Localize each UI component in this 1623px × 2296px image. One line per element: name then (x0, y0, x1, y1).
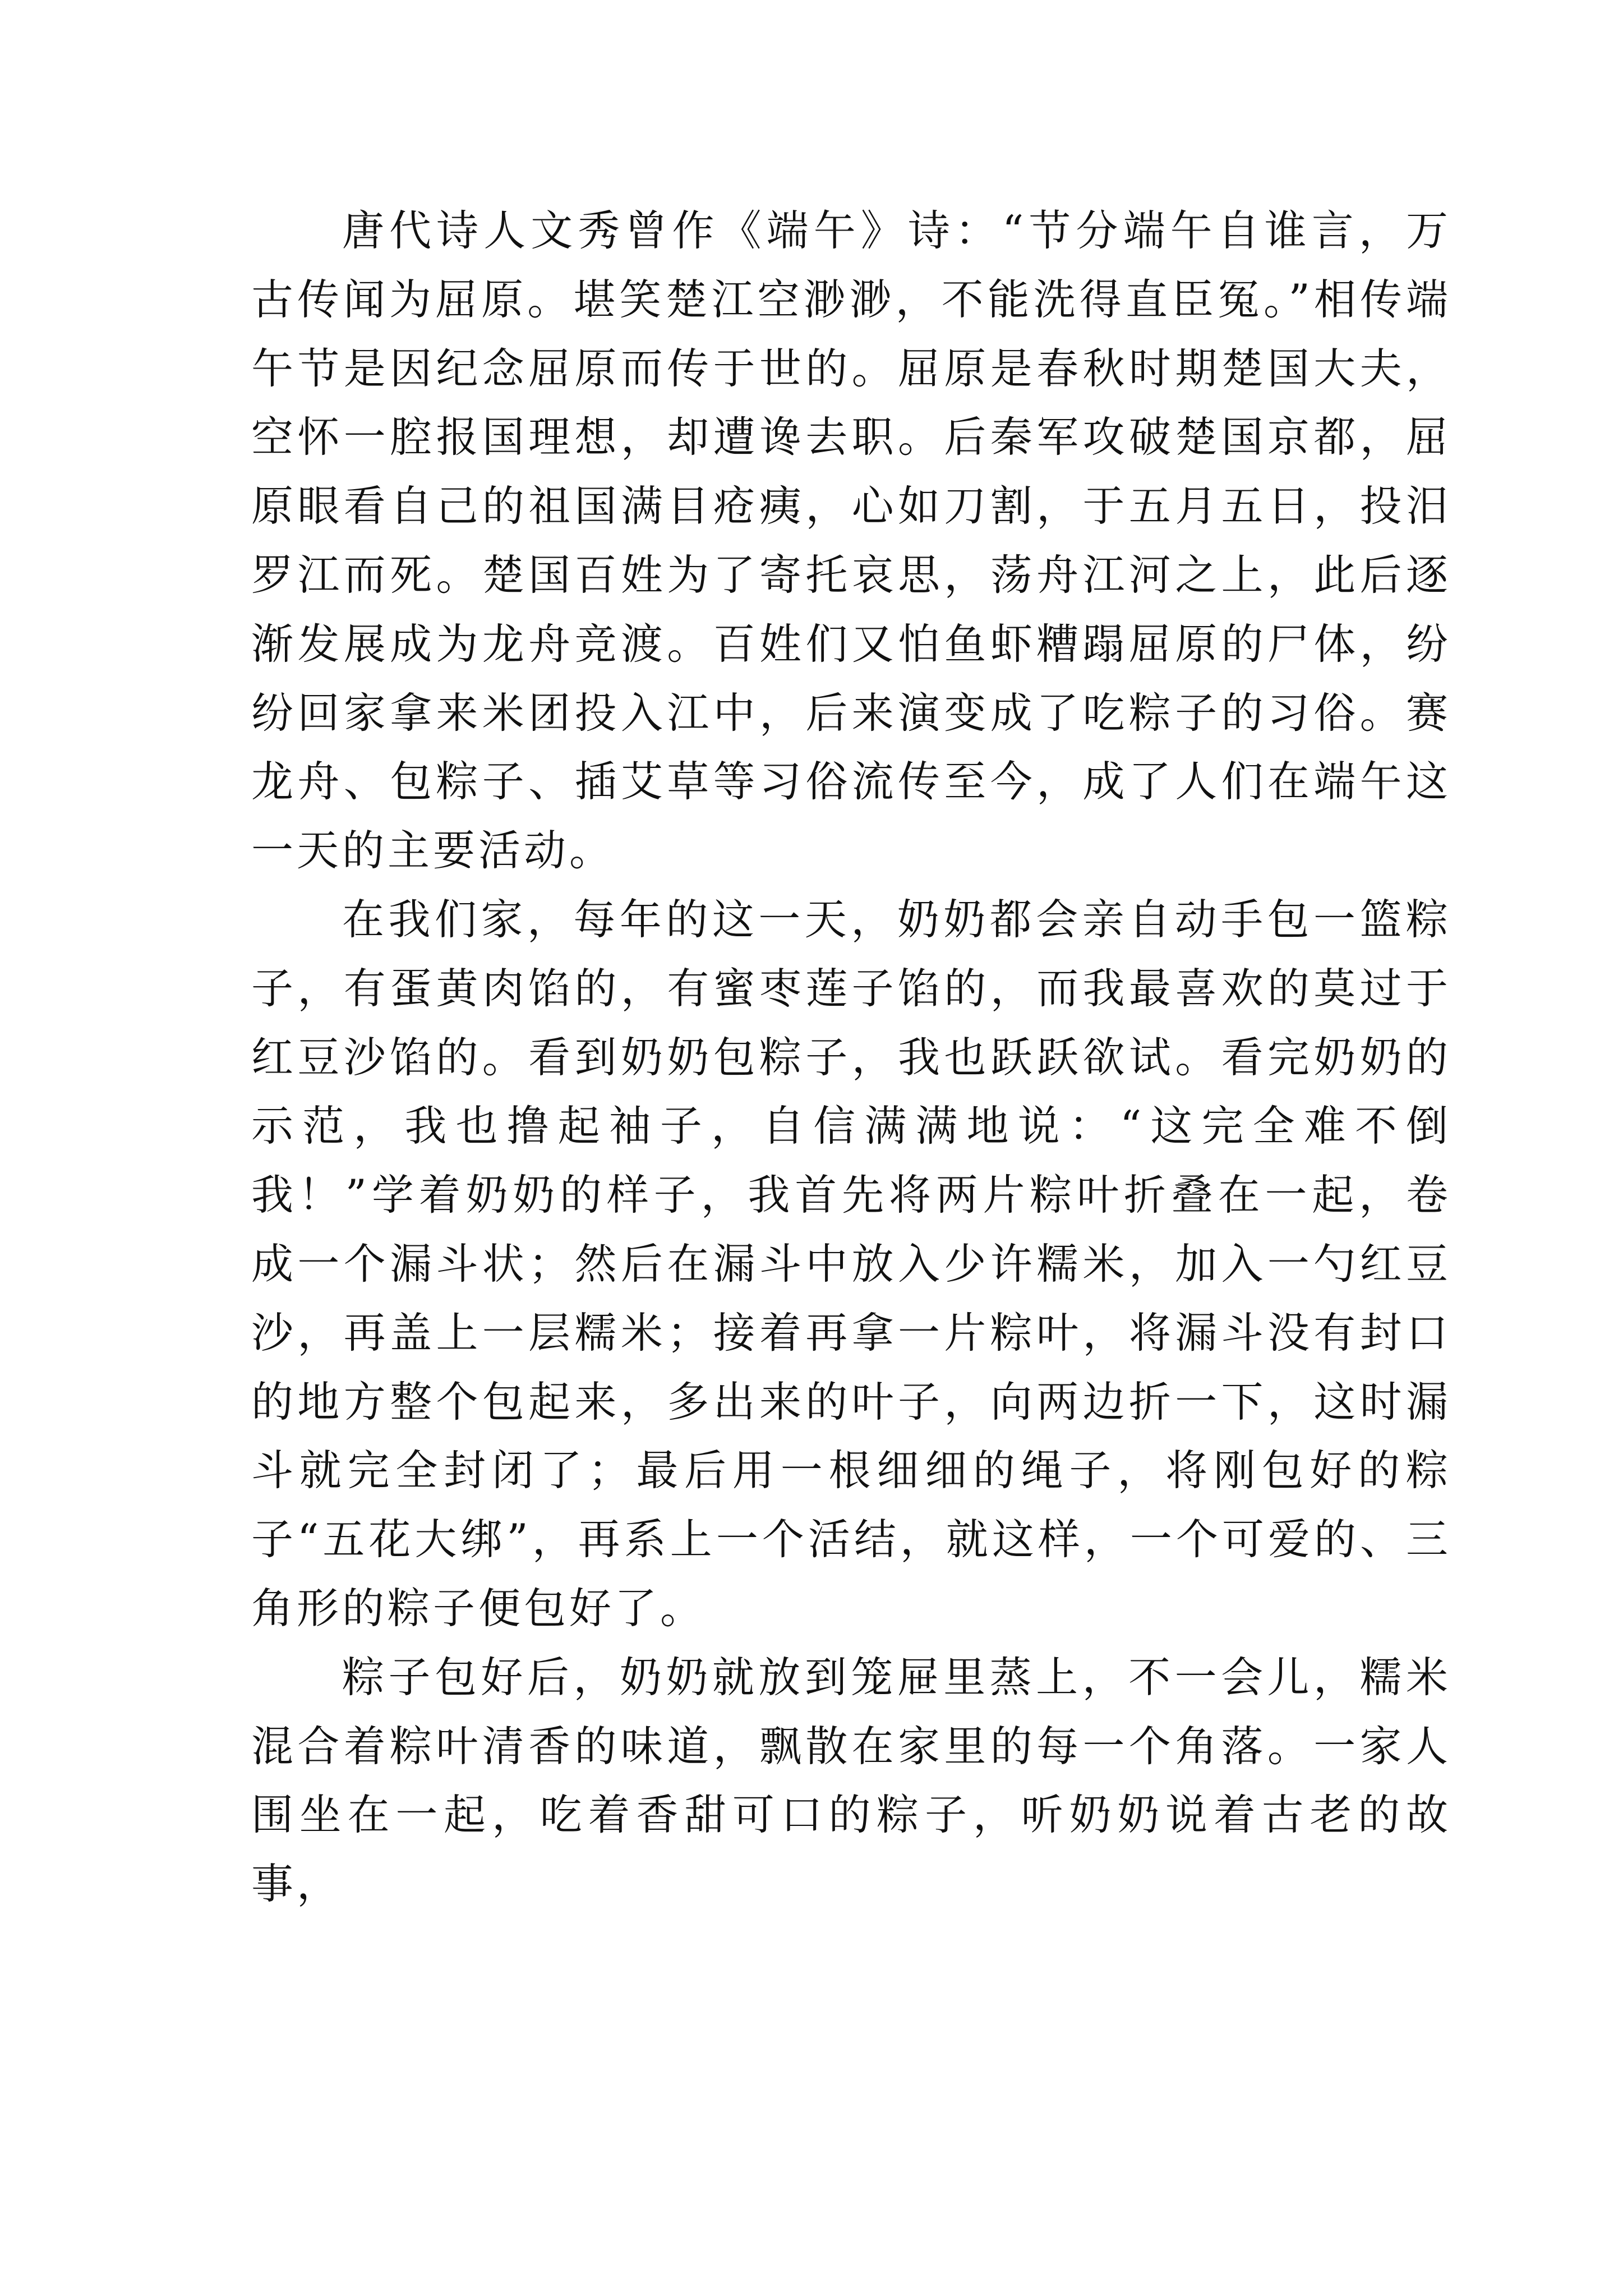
paragraph-making-zongzi: 在我们家，每年的这一天，奶奶都会亲自动手包一篮粽子，有蛋黄肉馅的，有蜜枣莲子馅的，而我最喜欢的莫过于红豆沙馅的。看到奶奶包粽子，我也跃跃欲试。看完奶奶的示范，我也撸起袖子，自信满满地说：“这完全难不倒我！”学着奶奶的样子，我首先将两片粽叶折叠在一起，卷成一个漏斗状；然后在漏斗中放入少许糯米，加入一勺红豆沙，再盖上一层糯米；接着再拿一片粽叶，将漏斗没有封口的地方整个包起来，多出来的叶子，向两边折一下，这时漏斗就完全封闭了；最后用一根细细的绳子，将刚包好的粽子“五花大绑”，再系上一个活结，就这样，一个可爱的、三角形的粽子便包好了。 (251, 894, 1451, 1633)
body-text (251, 196, 1451, 1918)
paragraph-dragon-boat-origin: 唐代诗人文秀曾作《端午》诗：“节分端午自谁言，万古传闻为屈原。堪笑楚江空渺渺，不能洗得直臣冤。”相传端午节是因纪念屈原而传于世的。屈原是春秋时期楚国大夫，空怀一腔报国理想，却遭谗去职。后秦军攻破楚国京都，屈原眼看自己的祖国满目疮痍，心如刀割，于五月五日，投汨罗江而死。楚国百姓为了寄托哀思，荡舟江河之上，此后逐渐发展成为龙舟竞渡。百姓们又怕鱼虾糟蹋屈原的尸体，纷纷回家拿来米团投入江中，后来演变成了吃粽子的习俗。赛龙舟、包粽子、插艾草等习俗流传至今，成了人们在端午这一天的主要活动。 (251, 206, 1451, 876)
paragraph-steaming-zongzi: 粽子包好后，奶奶就放到笼屉里蒸上，不一会儿，糯米混合着粽叶清香的味道，飘散在家里的每一个角落。一家人围坐在一起，吃着香甜可口的粽子，听奶奶说着古老的故事， (251, 1652, 1451, 1909)
